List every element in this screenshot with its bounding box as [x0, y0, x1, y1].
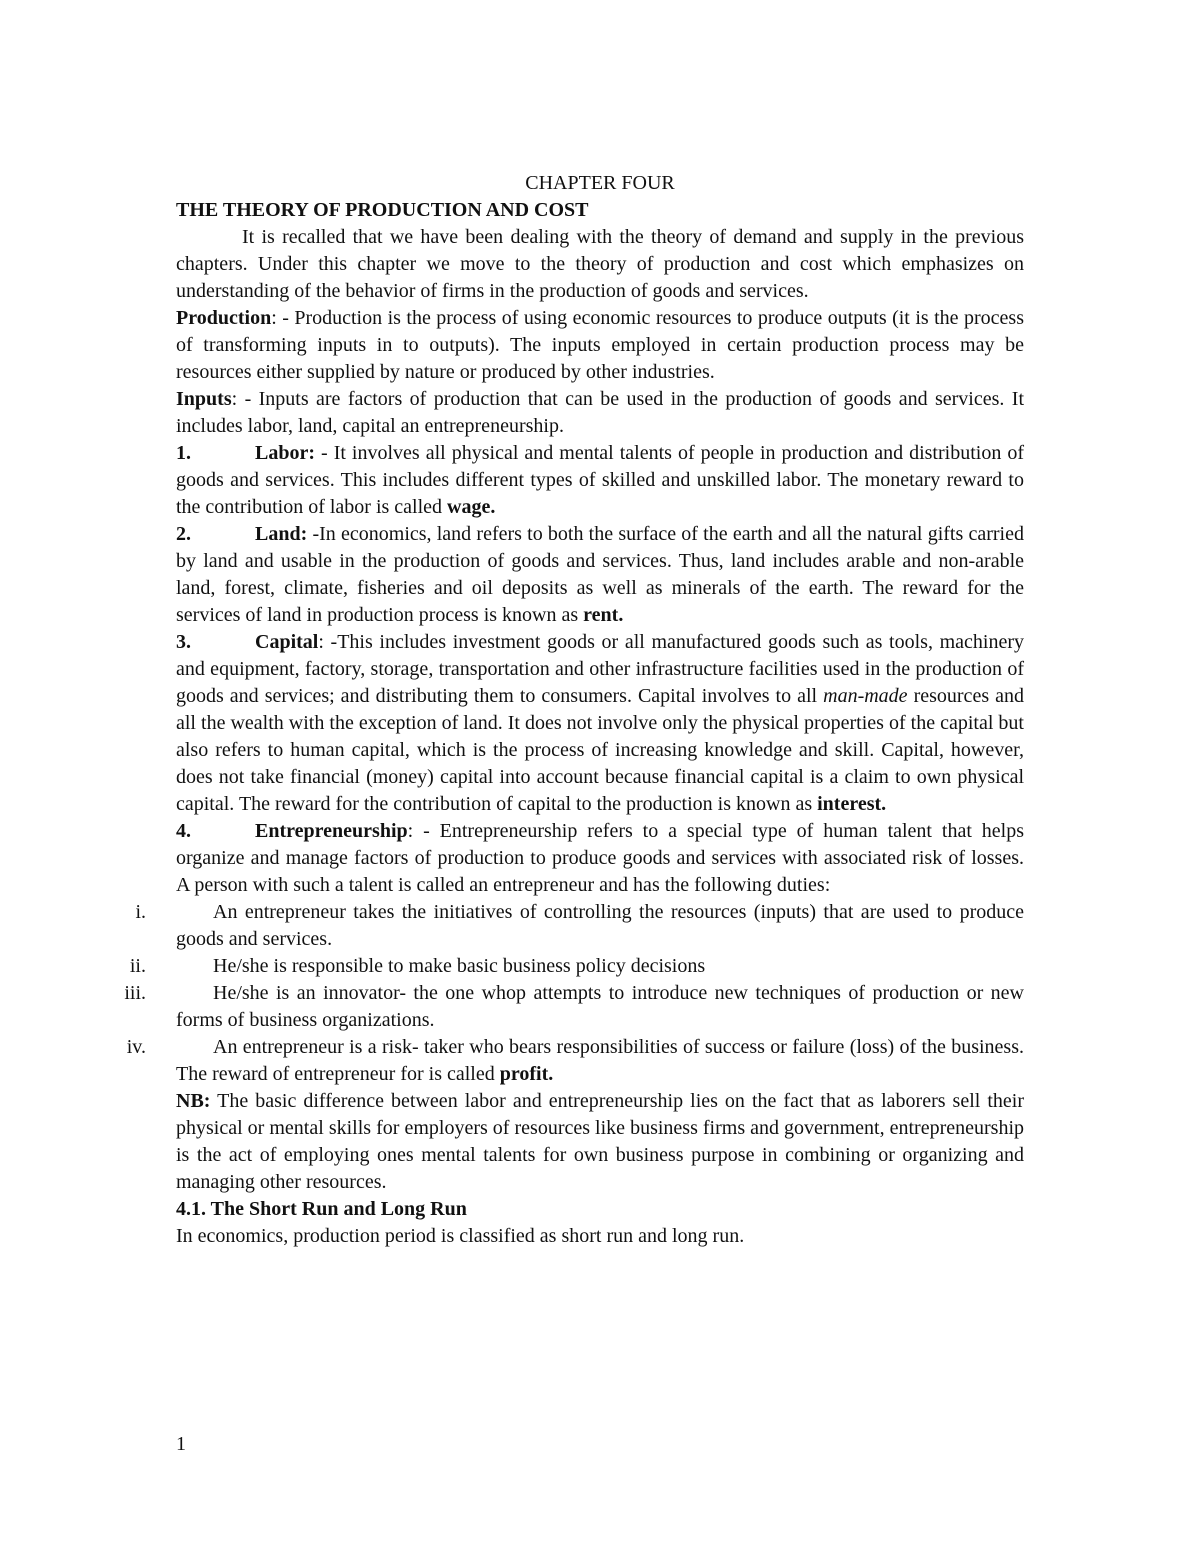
labor-term: Labor: [255, 442, 315, 464]
inputs-paragraph [176, 386, 1024, 440]
duty-text: An entrepreneur is a risk- taker who bears responsibilities of success or failure (loss) of the business. The reward of entrepreneur for is called [176, 1036, 1024, 1085]
labor-text: - It involves all physical and mental talents of people in production and distribution of goods and services. This includes different types of skilled and unskilled labor. The monetary reward to the contribution of labor is called [176, 442, 1024, 518]
duty-number: iv. [126, 1036, 146, 1058]
capital-italic: man-made [823, 685, 908, 707]
document-body [124, 170, 1024, 1250]
capital-term: Capital [255, 631, 319, 653]
duty-reward: profit. [499, 1063, 554, 1085]
duty-text: He/she is an innovator- the one whop attempts to introduce new techniques of production or new forms of business organizations. [176, 982, 1024, 1031]
production-term: Production [176, 307, 272, 329]
land-text: -In economics, land refers to both the surface of the earth and all the natural gifts carried by land and usable in the production of goods and services. Thus, land includes arable and non-arable land, forest, climate, fisheries and oil deposits as well as minerals of the earth. The reward for the services of land in production process is known as [176, 523, 1024, 626]
section-title [176, 197, 1024, 224]
subsection-title [176, 1196, 1024, 1223]
land-item [176, 521, 1024, 629]
capital-item [176, 629, 1024, 818]
labor-item [176, 440, 1024, 521]
land-term: Land: [255, 523, 308, 545]
entrepreneurship-item [176, 818, 1024, 899]
land-reward: rent. [583, 604, 624, 626]
entrepreneurship-term: Entrepreneurship [255, 820, 408, 842]
intro-paragraph: It is recalled that we have been dealing with the theory of demand and supply in the previous chapters. Under this chapter we move to the theory of production and cost which emphasizes on understanding of the behavior of firms in the production of goods and services. [176, 226, 1024, 302]
subsection-title-text: 4.1. The Short Run and Long Run [176, 1198, 467, 1220]
production-paragraph [176, 305, 1024, 386]
capital-text-1: : -This includes investment goods or all manufactured goods such as tools, machinery and equipment, factory, storage, transportation and other infrastructure facilities used in the production of goods and services; and distributing them to consumers. Capital involves to all [176, 631, 1024, 707]
duty-number: ii. [129, 955, 146, 977]
duty-text: He/she is responsible to make basic business policy decisions [213, 955, 706, 977]
entrepreneurship-number: 4. [176, 820, 191, 842]
labor-reward: wage. [447, 496, 496, 518]
duty-number: iii. [124, 982, 146, 1004]
duty-item [135, 899, 1024, 953]
inputs-term: Inputs [176, 388, 232, 410]
capital-reward: interest. [817, 793, 887, 815]
capital-number: 3. [176, 631, 191, 653]
land-number: 2. [176, 523, 191, 545]
duty-item [124, 980, 1024, 1034]
labor-number: 1. [176, 442, 191, 464]
duty-item [126, 1034, 1024, 1088]
section-title-text: THE THEORY OF PRODUCTION AND COST [176, 199, 589, 221]
subsection-text: In economics, production period is classified as short run and long run. [176, 1225, 745, 1247]
duty-item [129, 953, 1024, 980]
capital-text-2: resources and all the wealth with the exception of land. It does not involve only the physical properties of the capital but also refers to human capital, which is the process of increasing knowledge and skill. Capital, however, does not take financial (money) capital into account because financial capital is a claim to own physical capital. The reward for the contribution of capital to the production is known as [176, 685, 1024, 815]
page-number: 1 [176, 1433, 186, 1455]
production-text: : - Production is the process of using economic resources to produce outputs (it is the process of transforming inputs in to outputs). The inputs employed in certain production process may be resources either supplied by nature or produced by other industries. [176, 307, 1024, 383]
nb-text: The basic difference between labor and entrepreneurship lies on the fact that as laborers sell their physical or mental skills for employers of resources like business firms and government, entrepreneurship is the act of employing ones mental talents for own business purpose in combining or organizing and managing other resources. [176, 1090, 1024, 1193]
nb-paragraph [176, 1088, 1024, 1196]
entrepreneurship-text: : - Entrepreneurship refers to a special type of human talent that helps organize and manage factors of production to produce goods and services with associated risk of losses. A person with such a talent is called an entrepreneur and has the following duties: [176, 820, 1024, 896]
nb-term: NB: [176, 1090, 211, 1112]
chapter-title: CHAPTER FOUR [525, 172, 675, 194]
inputs-text: : - Inputs are factors of production that can be used in the production of goods and services. It includes labor, land, capital an entrepreneurship. [176, 388, 1024, 437]
duty-number: i. [135, 901, 146, 923]
duty-text: An entrepreneur takes the initiatives of controlling the resources (inputs) that are used to produce goods and services. [176, 901, 1024, 950]
